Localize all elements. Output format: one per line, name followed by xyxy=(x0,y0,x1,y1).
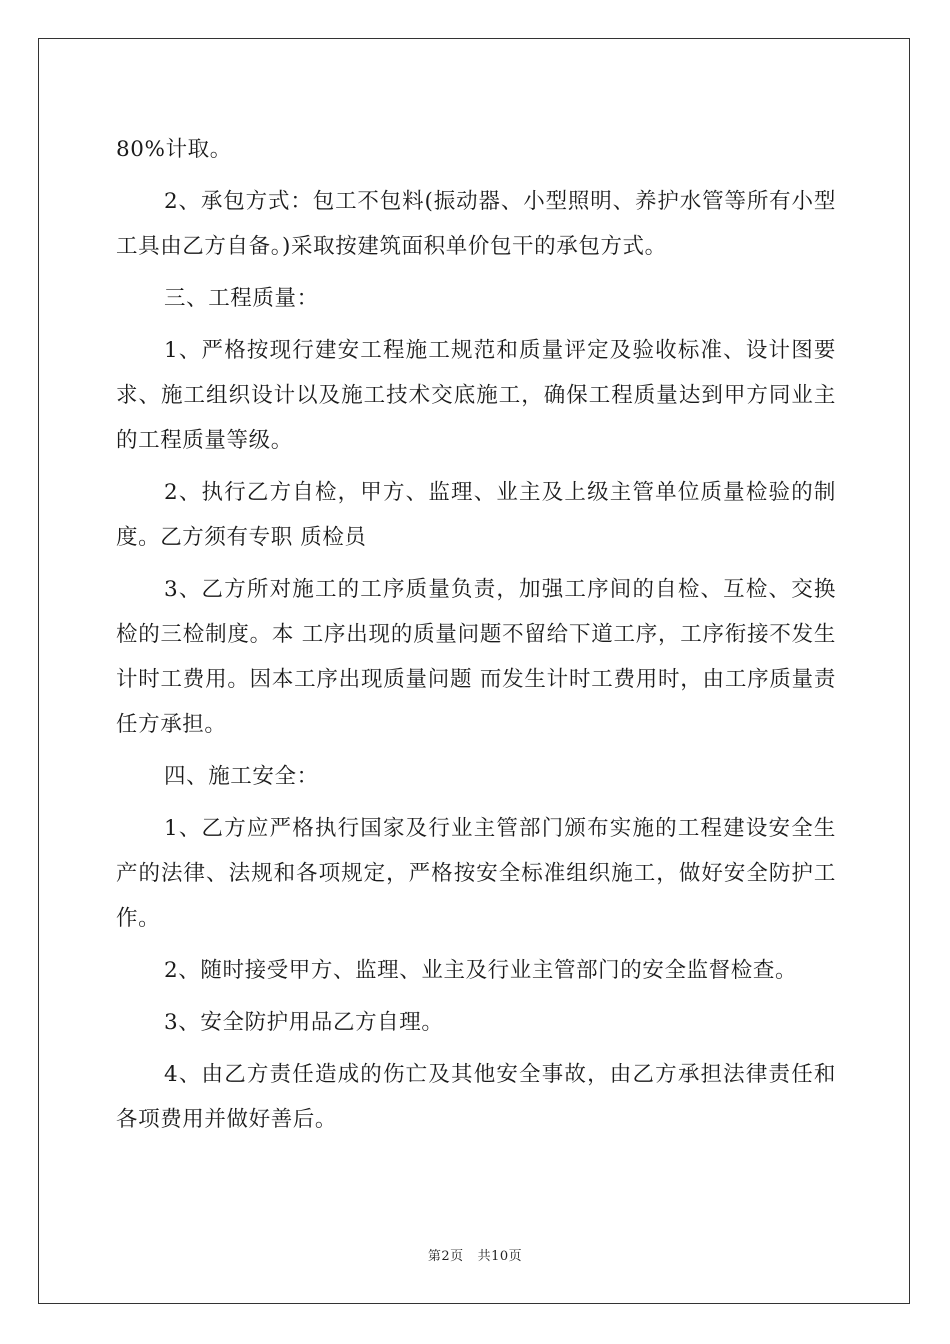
paragraph-1: 80%计取。 xyxy=(116,137,232,162)
page-total: 共10页 xyxy=(477,1249,523,1264)
paragraph-10: 3、安全防护用品乙方自理。 xyxy=(164,1010,444,1035)
paragraph-8: 1、乙方应严格执行国家及行业主管部门颁布实施的工程建设安全生产的法律、法规和各项规定，严格按安全标准组织施工，做好安全防护工作。 xyxy=(116,816,836,931)
page-footer xyxy=(0,1245,950,1264)
paragraph-11: 4、由乙方责任造成的伤亡及其他安全事故，由乙方承担法律责任和各项费用并做好善后。 xyxy=(116,1062,836,1132)
document-body xyxy=(116,127,836,1149)
section-heading-quality: 三、工程质量： xyxy=(164,286,319,311)
paragraph-2: 2、承包方式：包工不包料(振动器、小型照明、养护水管等所有小型工具由乙方自备。)采取按建筑面积单价包干的承包方式。 xyxy=(116,189,836,259)
paragraph-6: 3、乙方所对施工的工序质量负责，加强工序间的自检、互检、交换检的三检制度。本 工序出现的质量问题不留给下道工序，工序衔接不发生计时工费用。因本工序出现质量问题 而发生计时工费用时，由工序质量责任方承担。 xyxy=(116,577,836,737)
page-number: 第2页 xyxy=(427,1249,464,1264)
paragraph-9: 2、随时接受甲方、监理、业主及行业主管部门的安全监督检查。 xyxy=(164,958,798,983)
paragraph-5: 2、执行乙方自检，甲方、监理、业主及上级主管单位质量检验的制度。乙方须有专职 质检员 xyxy=(116,480,836,550)
paragraph-4: 1、严格按现行建安工程施工规范和质量评定及验收标准、设计图要求、施工组织设计以及施工技术交底施工，确保工程质量达到甲方同业主的工程质量等级。 xyxy=(116,338,836,453)
section-heading-safety: 四、施工安全： xyxy=(164,764,319,789)
